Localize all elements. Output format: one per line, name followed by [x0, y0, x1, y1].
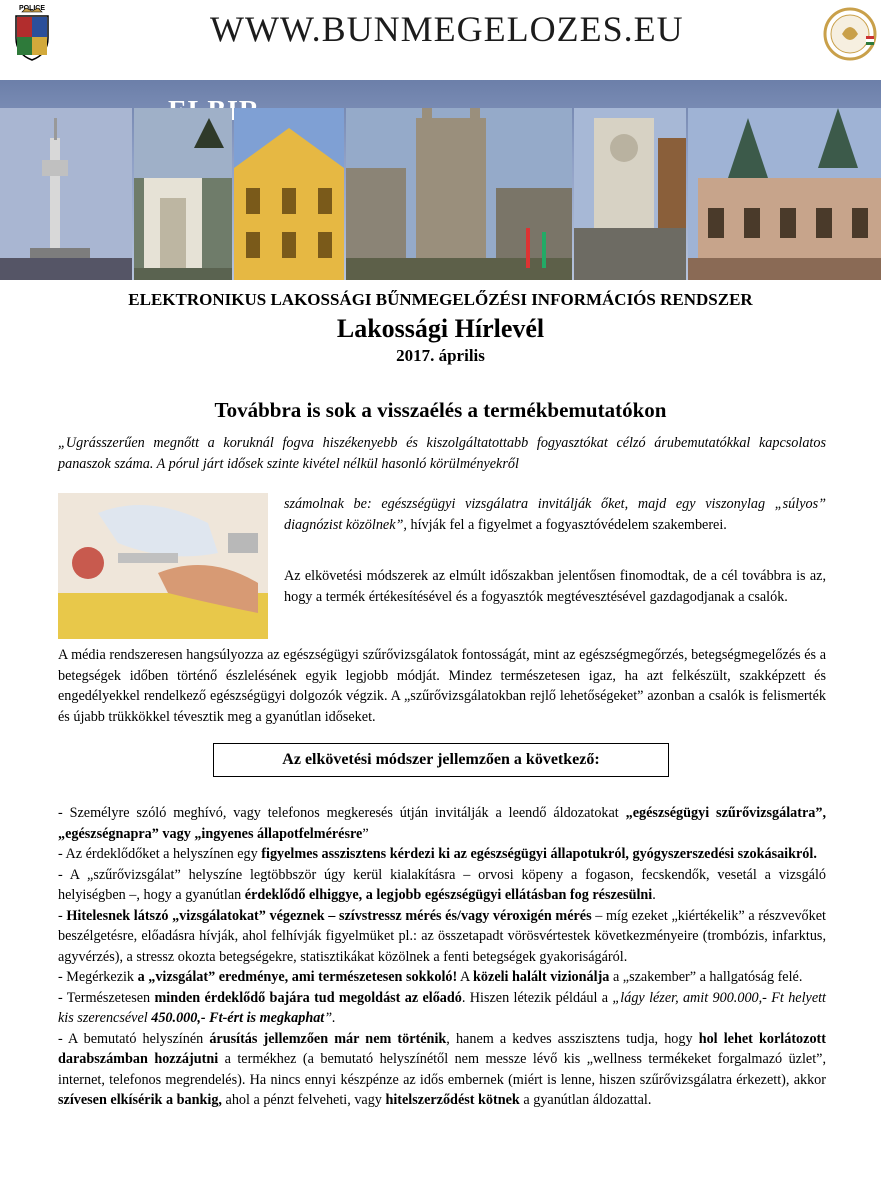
- intro-continuation-attribution: hívják fel a figyelmet a fogyasztóvédelem szakemberei.: [406, 516, 727, 533]
- quality-seal-icon: [820, 0, 880, 64]
- page-header: [0, 0, 881, 282]
- methods-paragraph: Az elkövetési módszerek az elmúlt időszakban jelentősen finomodtak, de a cél továbbra is az, hogy a termék értékesítésével és a fogyasztók megtévesztésével gazdagodjanak a csalók.: [284, 568, 826, 605]
- palace-photo: [688, 108, 881, 280]
- yellow-building-photo: [234, 108, 344, 280]
- site-url[interactable]: WWW.BUNMEGELOZES.EU: [210, 9, 684, 49]
- intro-continuation: [284, 494, 826, 535]
- media-paragraph: A média rendszeresen hangsúlyozza az egészségügyi szűrővizsgálatok fontosságát, mint az egészségmegőrzés, betegségmegelőzés és a betegségek időben történő észlelésének egyik legjobb módját. Mindez természetesen igaz, ha azt felkészült, szakképzett és engedélyekkel rendelkező egészségügyi dolgozók végzik. A „szűrővizsgálatokban rejlő lehetőségeket” azonban a csalók is felismerték és újabb trükkökkel tévesztik meg a gyanútlan időseket.: [58, 647, 826, 725]
- header-banner: [0, 80, 881, 280]
- issue-date: 2017. április: [396, 346, 485, 365]
- list-item: - Az érdeklődőket a helyszínen egy figyelmes asszisztens kérdezi ki az egészségügyi állapotukról, gyógyszerszedési szokásaikról.: [58, 846, 817, 862]
- tv-tower-photo: [0, 108, 132, 280]
- list-item: - A bemutató helyszínén árusítás jellemzően már nem történik, hanem a kedves asszisztens tudja, hogy hol lehet korlátozott darabszámban hozzájutni a termékhez (a bemutató helyszínétől nem messze lévő kis „wellness termékeket forgalmazó üzlet”, internet, telefonos megrendelés). Ha nincs ennyi készpénze az idős embernek (miért is lenne, hiszen szűrővizsgálatra érkezett), akkor szívesen elkísérik a bankig, ahol a pénzt felveheti, vagy hitelszerződést kötnek a gyanútlan áldozattal.: [58, 1030, 827, 1108]
- castle-photo: [346, 108, 572, 280]
- monument-photo: [134, 108, 232, 280]
- article-photo: [58, 493, 268, 639]
- list-item: - Személyre szóló meghívó, vagy telefonos megkeresés útján invitálják a leendő áldozatokat „egészségügyi szűrővizsgálatra”, „egészségnapra” vagy „ingyenes állapotfelmérésre”: [58, 805, 826, 842]
- article-title: Továbbra is sok a visszaélés a termékbemutatókon: [214, 398, 667, 422]
- intro-paragraph: „Ugrásszerűen megnőtt a koruknál fogva hiszékenyebb és kiszolgáltatottabb fogyasztókat célzó árubemutatókkal kapcsolatos panaszok száma. A pórul járt idősek szinte kivétel nélkül hasonló körülményekről: [58, 435, 826, 472]
- list-item: - A „szűrővizsgálat” helyszíne legtöbbször úgy kerül kialakításra – orvosi köpeny a fogason, fecskendők, vesetál a vizsgáló helyiségben –, hogy a gyanútlan érdeklődő elhiggye, a legjobb egészségügyi ellátásban fog részesülni.: [58, 866, 826, 903]
- police-logo-label: POLICE: [18, 5, 46, 12]
- method-heading-box: Az elkövetési módszer jellemzően a következő:: [213, 743, 669, 777]
- list-item: - Hitelesnek látszó „vizsgálatokat” végeznek – szívstressz mérés és/vagy véroxigén mérés – míg ezeket „kiértékelik” a részvevőket beszélgetésre, előadásra hívják, ahol felhívják figyelmüket pl.: az összetapadt vörösvértestek következményeire (trombózis, infarktus, agyvérzés), a stressz okozta betegségekre, statisztikákat közölnek a fenti betegségek gyakoriságáról.: [58, 907, 826, 965]
- system-name: ELEKTRONIKUS LAKOSSÁGI BŰNMEGELŐZÉSI INFORMÁCIÓS RENDSZER: [128, 290, 753, 309]
- intro-continuation-quote: számolnak be: egészségügyi vizsgálatra invitálják őket, majd egy viszonylag „súlyos” diagnózist közölnek”,: [284, 496, 826, 533]
- newsletter-title: Lakossági Hírlevél: [336, 314, 545, 343]
- method-list: [58, 803, 826, 1111]
- police-crest-icon: [8, 2, 56, 66]
- list-item: - Megérkezik a „vizsgálat” eredménye, ami természetesen sokkoló! A közeli halált vizionálja a „szakember” a hallgatóság felé.: [58, 969, 803, 985]
- statue-photo: [574, 108, 686, 280]
- list-item: - Természetesen minden érdeklődő bajára tud megoldást az előadó. Hiszen létezik például a „lágy lézer, amit 900.000,- Ft helyett kis szerencsével 450.000,- Ft-ért is megkaphat”.: [58, 989, 826, 1026]
